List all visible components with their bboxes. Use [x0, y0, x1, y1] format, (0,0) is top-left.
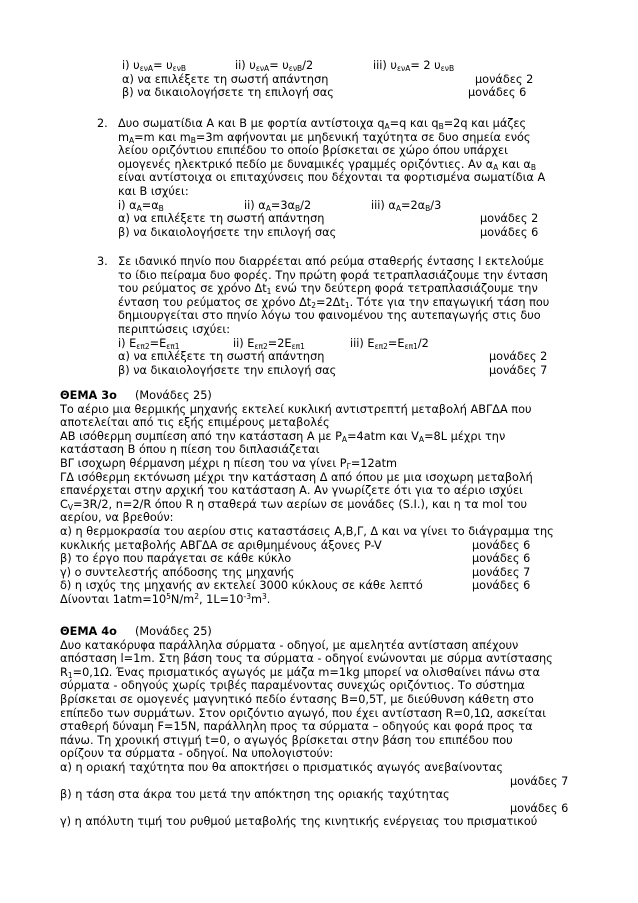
text-line: ορίζουν τα σύρματα - οδηγοί. Να υπολογιστούν: [60, 747, 334, 761]
text-line: αερίου, να βρεθούν: [60, 511, 174, 525]
text-line: ΒΓ ισοχωρη θέρμανση μέχρι η πίεση του να γίνει $P_\Gamma=12atm$ [60, 456, 398, 471]
sub-question-a: α) η θερμοκρασία του αερίου στις καταστάσεις Α,Β,Γ, Δ και να γίνει το διάγραμμα της [60, 524, 554, 538]
text-line: σταθερή δύναμη F=15N, παράλληλη προς τα σύρματα – οδηγούς και φορά προς τα [60, 720, 533, 734]
justify-instruction: β) να δικαιολογήσετε την επιλογή σας μονάδες 7 [118, 363, 548, 377]
choose-instruction: α) να επιλέξετε τη σωστή απάντηση μονάδες 2 [118, 212, 539, 226]
given-constants: Δίνονται $1atm=10^5N/m^2$, $1L=10^{-3}m^3$. [60, 591, 271, 606]
question-1-options [122, 59, 578, 100]
text-line: επίπεδο των συρμάτων. Στον οριζόντιο αγωγό, που έχει αντίσταση R=0,1Ω, ασκείται [60, 706, 547, 720]
justify-instruction: β) να δικαιολογήσετε τη επιλογή σας μονάδες 6 [122, 86, 527, 100]
text-line: ΑΒ ισόθερμη συμπίεση από την κατάσταση Α με $P_A=4atm$ και $V_A=8L$ μέχρι την [60, 429, 506, 444]
text-line: βρίσκεται σε ομογενές μαγνητικό πεδίο έντασης Β=0,5Τ, με διεύθυνση κάθετη στο [60, 692, 534, 706]
sub-question-c: γ) ο συντελεστής απόδοσης της μηχανής μονάδες 7 [60, 565, 531, 579]
text-line: πάνω. Τη χρονική στιγμή t=0, ο αγωγός βρίσκεται στην βάση του επιπέδου που [60, 733, 513, 747]
option-row [118, 199, 578, 213]
option-ii: ii) $\alpha_A=3\alpha_B/2$ [244, 198, 312, 213]
points-label: μονάδες 6 [472, 579, 531, 593]
text-line: Δυο σωματίδια Α και Β με φορτία αντίστοιχα $q_A=q$ και $q_B=2q$ και μάζες [118, 117, 527, 131]
section-title: ΘΕΜΑ 3ο [60, 389, 117, 402]
text-line: κυκλικής μεταβολής ΑΒΓΔΑ σε αριθμημένους άξονες P-V μονάδες 6 [60, 538, 531, 552]
text-line: είναι αντίστοιχα οι επιταχύνσεις που δέχονται τα φορτισμένα σωματίδια Α [118, 171, 546, 185]
points-label: μονάδες 6 [480, 225, 539, 239]
points-label: μονάδες 2 [489, 350, 548, 364]
points-label: μονάδες 6 [468, 86, 527, 100]
text-line: περιπτώσεις ισχύει: [118, 322, 231, 336]
text-line: ΓΔ ισόθερμη εκτόνωση μέχρι την κατάσταση Δ από όπου με μια ισοχωρη μεταβολή [60, 470, 533, 484]
text-line: επανέρχεται στην αρχική του κατάσταση Α. Αν γνωρίζετε ότι για το αέριο ισχύει [60, 484, 523, 498]
question-number: 2. [97, 117, 108, 130]
points-label: μονάδες 7 [510, 774, 569, 788]
text-line: Δυο κατακόρυφα παράλληλα σύρματα - οδηγοί, με αμελητέα αντίσταση απέχουν [60, 638, 519, 652]
text-line: λείου οριζόντιου επιπέδου το οποίο βρίσκεται σε χώρο όπου υπάρχει [118, 144, 508, 158]
points-label: μονάδες 7 [489, 363, 548, 377]
text-line: $m_A=m$ και $m_B=3m$ αφήνονται με μηδενική ταχύτητα σε δυο σημεία ενός [118, 130, 531, 145]
section-heading [60, 625, 578, 639]
points-label: μονάδες 6 [510, 801, 569, 815]
option-ii: ii) $E_{\varepsilon\pi 2}=2E_{\varepsilon\pi 1}$ [233, 336, 305, 351]
section-points: (Μονάδες 25) [135, 389, 212, 402]
text-line: $C_V=3R/2$, n=2/R όπου R η σταθερά των αερίων σε μονάδες (S.I.), και η τα mol του [60, 497, 528, 512]
text-line: ομογενές ηλεκτρικό πεδίο με δυναμικές γραμμές οριζόντιες. Αν $\alpha_A$ και $\alpha_B$ [118, 157, 536, 172]
choose-instruction: α) να επιλέξετε τη σωστή απάντηση μονάδες 2 [122, 72, 534, 86]
text-line: ένταση του ρεύματος σε χρόνο $\Delta t_2=2\Delta t_1$. Τότε για την επαγωγική τάση που [118, 295, 550, 310]
text-line: Το αέριο μια θερμικής μηχανής εκτελεί κυκλική αντιστρεπτή μεταβολή ΑΒΓΔΑ που [60, 402, 532, 416]
section-points: (Μονάδες 25) [135, 625, 212, 638]
theme-4-section [60, 625, 578, 829]
sub-question-d: δ) η ισχύς της μηχανής αν εκτελεί 3000 κύκλους σε κάθε λεπτό μονάδες 6 [60, 579, 531, 593]
question-body [118, 117, 578, 239]
text-line: Σε ιδανικό πηνίο που διαρρέεται από ρεύμα σταθερής έντασης Ι εκτελούμε [118, 255, 545, 268]
points-label: μονάδες 6 [472, 538, 531, 552]
justify-instruction: β) να δικαιολογήσετε την επιλογή σας μονάδες 6 [118, 225, 539, 239]
option-row [118, 337, 578, 351]
text-line: και Β ισχύει: [118, 184, 189, 198]
option-row [122, 59, 578, 73]
points-label: μονάδες 2 [475, 72, 534, 86]
option-iii: iii) $\alpha_A=2\alpha_B/3$ [371, 198, 442, 213]
option-i: i) $\upsilon_{\varepsilon\nu A}= \upsilon_{\varepsilon\nu B}$ [122, 59, 187, 73]
points-label: μονάδες 6 [472, 552, 531, 566]
option-iii: iii) $\upsilon_{\varepsilon\nu A}= 2$ $\upsilon_{\varepsilon\nu B}$ [373, 59, 455, 73]
option-i: i) $E_{\varepsilon\pi 2}=E_{\varepsilon\pi 1}$ [118, 336, 180, 351]
sub-question-c: γ) η απόλυτη τιμή του ρυθμού μεταβολής της κινητικής ενέργειας του πρισματικού [60, 815, 538, 829]
section-title: ΘΕΜΑ 4ο [60, 625, 117, 638]
text-line [60, 802, 578, 816]
text-line [60, 775, 578, 789]
theme-3-section [60, 389, 578, 607]
sub-question-a: α) η οριακή ταχύτητα που θα αποκτήσει ο πρισματικός αγωγός ανεβαίνοντας [60, 760, 503, 774]
points-label: μονάδες 7 [472, 565, 531, 579]
text-line: του ρεύματος σε χρόνο $\Delta t_1$ ενώ την δεύτερη φορά τετραπλασιάζουμε την [118, 282, 538, 297]
text-line: απόσταση l=1m. Στη βάση τους τα σύρματα - οδηγοί ενώνονται με σύρμα αντίστασης [60, 652, 553, 666]
option-i: i) $\alpha_A=\alpha_B$ [118, 198, 164, 213]
points-label: μονάδες 2 [480, 212, 539, 226]
text-line: δημιουργείται στο πηνίο λόγω του φαινομένου της αυτεπαγωγής στις δυο [118, 309, 541, 323]
question-number: 3. [97, 255, 108, 268]
text-line: κατάσταση Β όπου η πίεση του διπλασιάζεται [60, 443, 320, 457]
question-3 [97, 255, 578, 377]
text-line: αποτελείται από τις εξής επιμέρους μεταβολές [60, 416, 330, 430]
text-line: $R_1=0,1\Omega$. Ένας πρισματικός αγωγός με μάζα m=1kg μπορεί να ολισθαίνει πάνω στα [60, 665, 540, 680]
option-ii: ii) $\upsilon_{\varepsilon\nu A}= \upsilon_{\varepsilon\nu B}/2$ [235, 59, 314, 73]
text-line: το ίδιο πείραμα δυο φορές. Την πρώτη φορά τετραπλασιάζουμε την ένταση [118, 268, 548, 282]
choose-instruction: α) να επιλέξετε τη σωστή απάντηση μονάδες 2 [118, 350, 548, 364]
option-iii: iii) $E_{\varepsilon\pi 2}=E_{\varepsilon\pi 1}/2$ [350, 336, 429, 351]
question-body [118, 255, 578, 377]
sub-question-b: β) το έργο που παράγεται σε κάθε κύκλο μονάδες 6 [60, 552, 531, 566]
question-2 [97, 117, 578, 239]
sub-question-b: β) η τάση στα άκρα του μετά την απόκτηση της οριακής ταχύτητας [60, 788, 450, 802]
section-heading [60, 389, 578, 403]
text-line: σύρματα - οδηγούς χωρίς τριβές παραμένοντας συνεχώς οριζόντιος. Το σύστημα [60, 679, 525, 693]
